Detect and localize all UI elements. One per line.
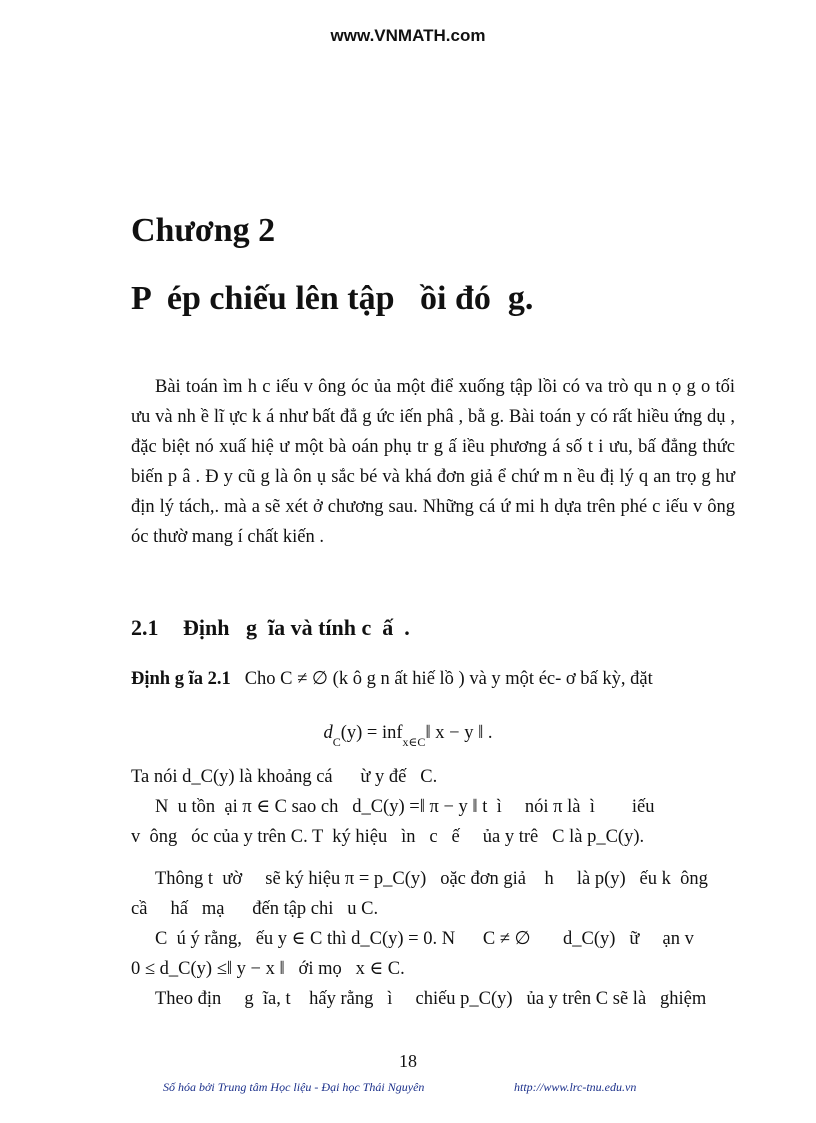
- body-line: cầ hấ mạ đến tập chi u C.: [131, 899, 379, 919]
- body-text: [131, 762, 735, 1014]
- formula-inf-sub: x∈C: [402, 735, 426, 749]
- body-line: Theo địn g ĩa, t hấy rằng ì chiếu p_C(y) ủa y trên C sẽ là ghiệm: [155, 989, 707, 1009]
- page-number: 18: [399, 1051, 417, 1071]
- footer-source: Số hóa bởi Trung tâm Học liệu - Đại học Thái Nguyên: [163, 1080, 425, 1094]
- body-line: 0 ≤ d_C(y) ≤‖ y − x ‖ ới mọ x ∈ C.: [131, 959, 405, 979]
- body-line: Thông t ườ sẽ ký hiệu π = p_C(y) oặc đơn giả h là p(y) ếu k ông: [155, 869, 708, 889]
- footer-url[interactable]: http://www.lrc-tnu.edu.vn: [514, 1080, 637, 1094]
- body-line: v ông óc của y trên C. T ký hiệu ìn c ế ủa y trê C là p_C(y).: [131, 827, 645, 847]
- formula-lhs-arg: (y) = inf: [340, 723, 403, 743]
- body-line: C ú ý rằng, ếu y ∈ C thì d_C(y) = 0. N C ≠ ∅ d_C(y) ữ ạn v: [155, 929, 694, 949]
- formula-rhs: ‖ x − y ‖ .: [425, 723, 493, 743]
- section-number: 2.1: [131, 615, 159, 640]
- intro-paragraph: Bài toán ìm h c iếu v ông óc ủa một điể xuống tập lồi có va trò qu n ọ g o tối ưu và nh ề lĩ ực k á như bất đẳ g ức iến phâ , bằ g. Bài toán y có rất hiều ứng dụ , đặc biệt nó xuấ hiệ ư một bà oán phụ tr g ấ iều phương á số t i ưu, bấ đẳng thức biến p â . Đ y cũ g là ôn ụ sắc bé và khá đơn giả ể chứ m n ều đị lý q an trọ g hư địn lý tách,. mà a sẽ xét ở chương sau. Những cá ứ mi h dựa trên phé c iếu v ông óc thườ mang í chất kiến .: [131, 377, 735, 547]
- definition-text: Cho C ≠ ∅ (k ô g n ất hiế lồ ) và y một éc- ơ bấ kỳ, đặt: [244, 669, 653, 689]
- formula-lhs-sub: C: [332, 735, 341, 749]
- body-line: Ta nói d_C(y) là khoảng cá ừ y đế C.: [131, 767, 438, 787]
- section-heading: [131, 615, 410, 641]
- header-site-url: www.VNMATH.com: [330, 26, 486, 45]
- chapter-title: P ép chiếu lên tập ồi đó g.: [131, 280, 534, 317]
- definition-block: [131, 664, 735, 694]
- section-title: Định g ĩa và tính c ấ .: [183, 615, 410, 640]
- definition-label: Định g ĩa 2.1: [131, 669, 231, 689]
- distance-formula: [0, 723, 816, 750]
- chapter-label: Chương 2: [131, 212, 276, 249]
- formula-lhs: d: [323, 723, 333, 743]
- body-line: N u tồn ại π ∈ C sao ch d_C(y) =‖ π − y ‖ t ì nói π là ì iếu: [155, 797, 655, 817]
